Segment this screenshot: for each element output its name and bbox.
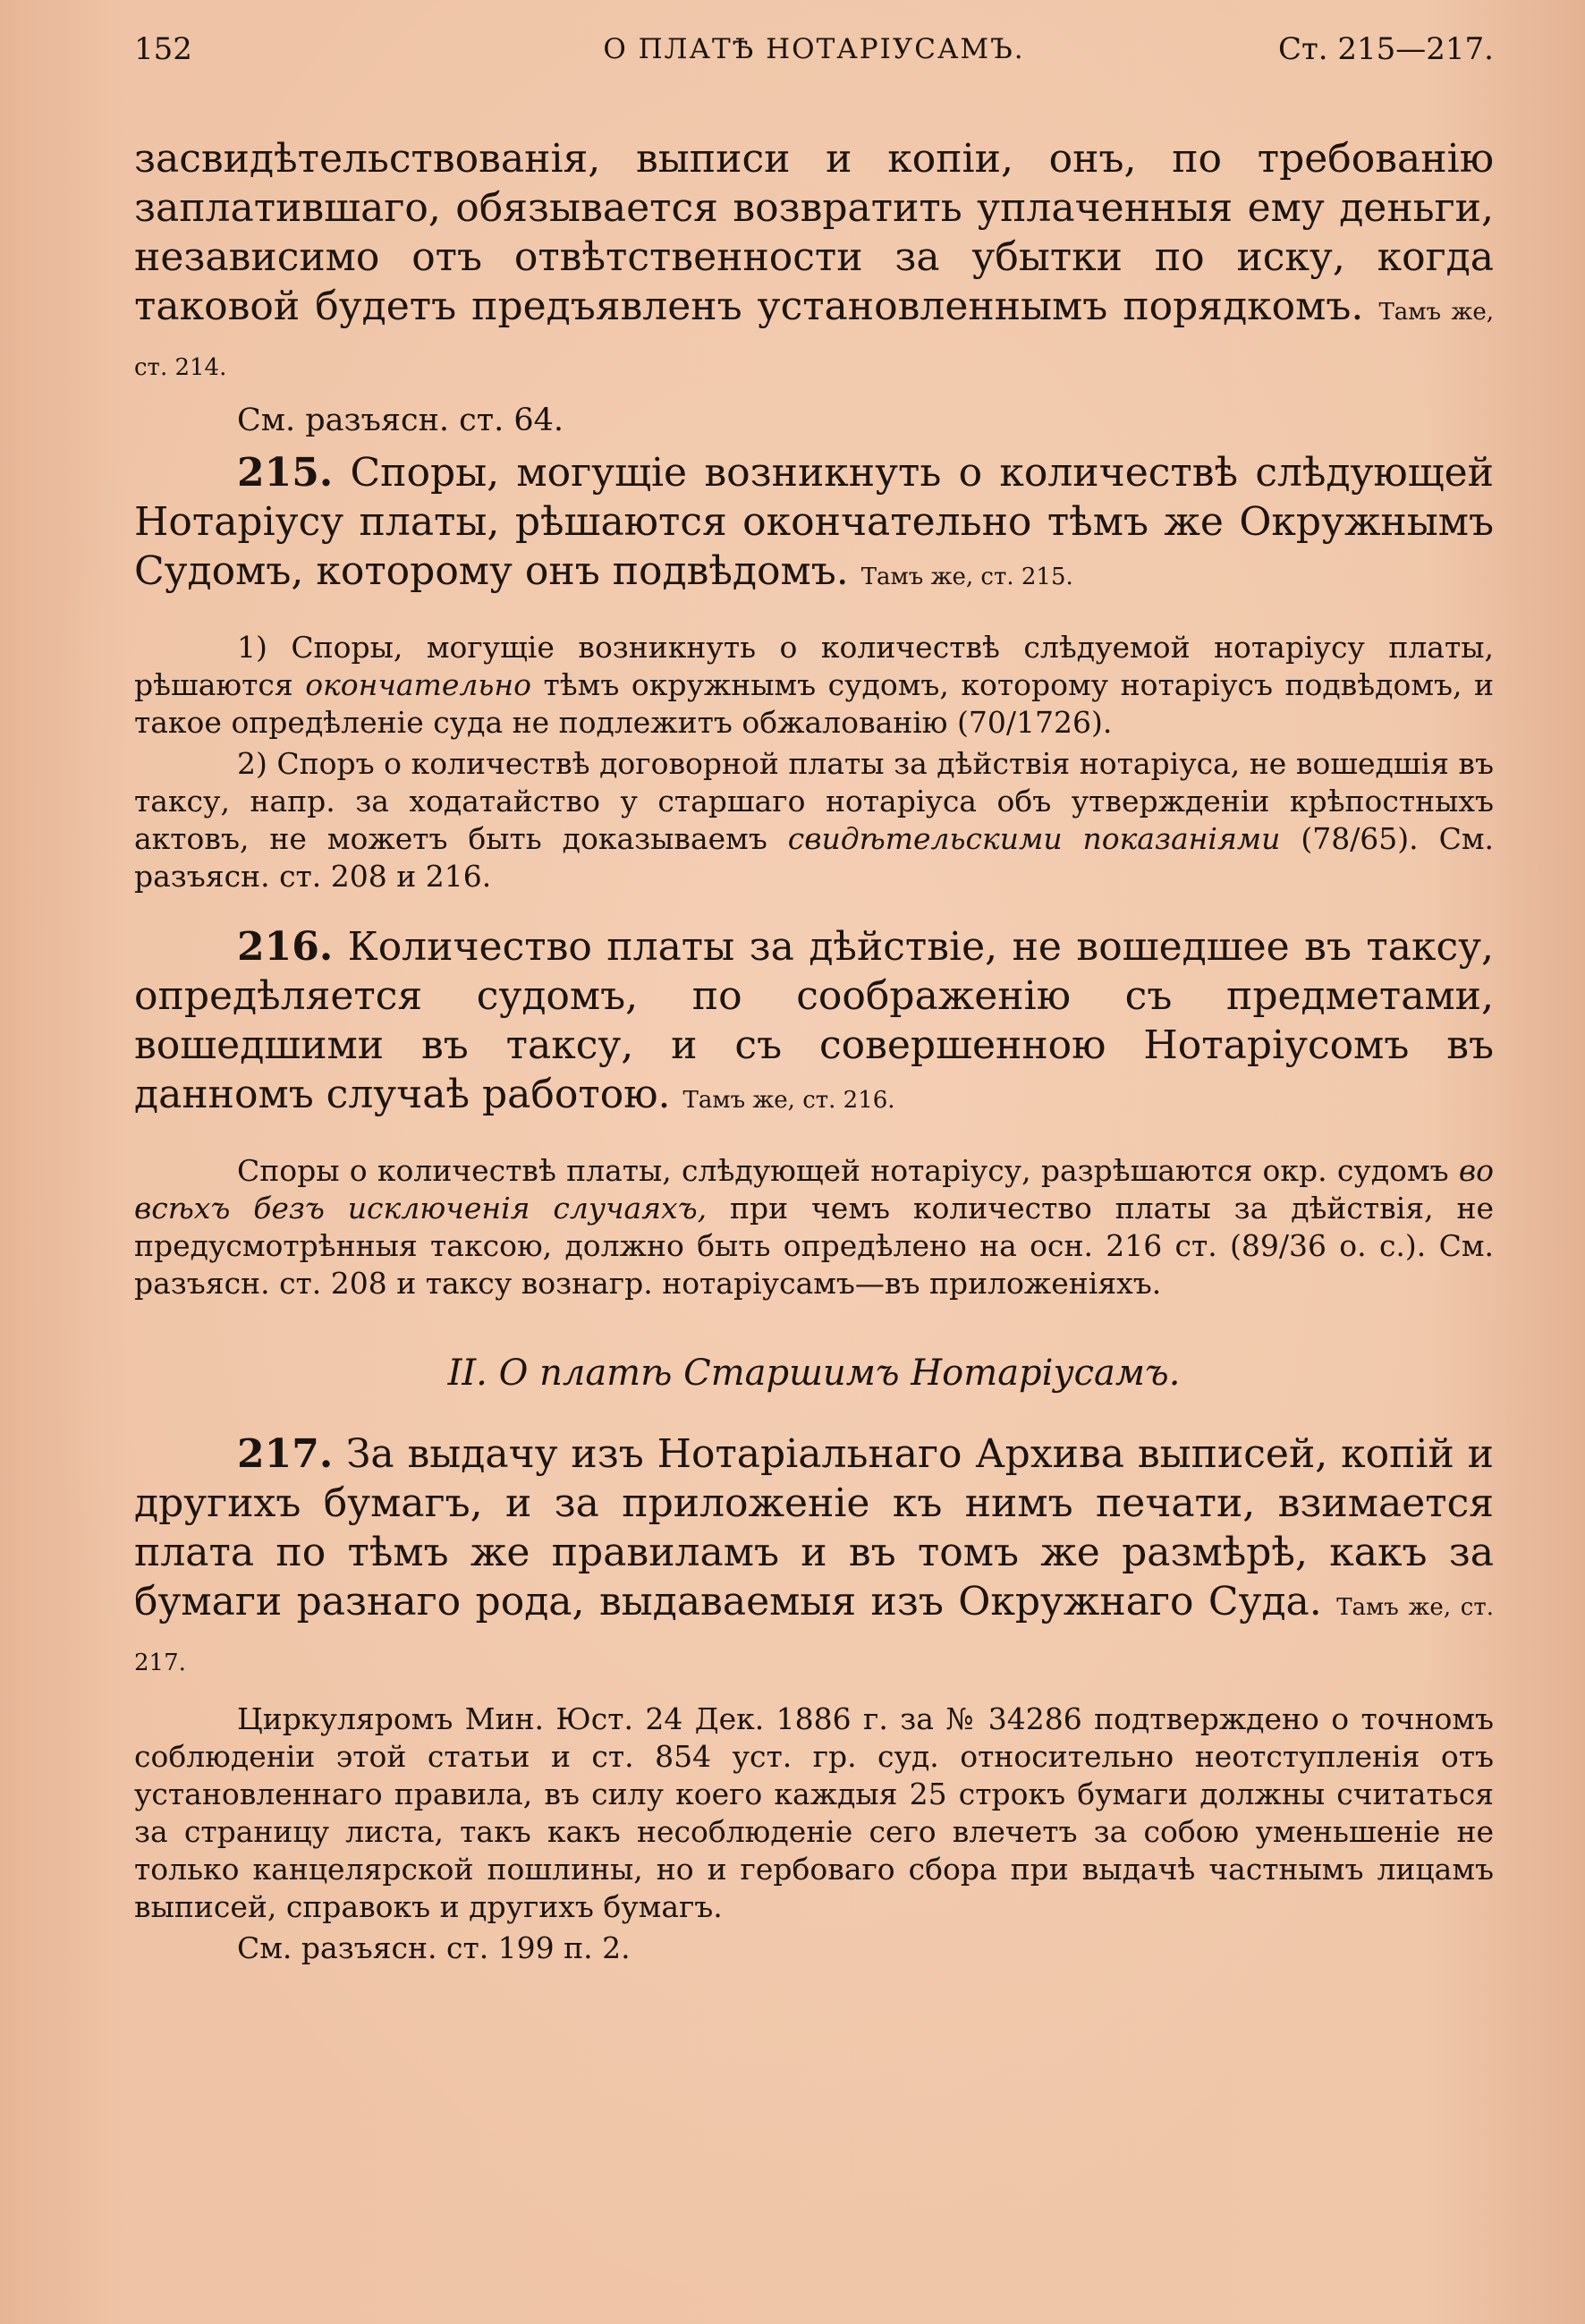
note-text: (78/65). См. разъясн. ст. 208 и 216.: [134, 821, 1494, 894]
page-body: [134, 134, 1494, 1967]
note-1: [134, 629, 1494, 742]
section-heading: II. О платѣ Старшимъ Нотаріусамъ.: [447, 1353, 1181, 1394]
note-emphasis: свидѣтельскими показаніями: [787, 821, 1281, 856]
note-text: при чемъ количество платы за дѣйствія, не предусмотрѣнныя таксою, должно быть опредѣлено на осн. 216 ст. (89/36 о. с.). См. разъясн. ст. 208 и таксу вознагр. нотаріусамъ—въ приложеніяхъ.: [134, 1191, 1494, 1301]
see-reference: См. разъясн. ст. 199 п. 2.: [237, 1930, 631, 1965]
note-4: Циркуляромъ Мин. Юст. 24 Дек. 1886 г. за № 34286 подтверждено о точномъ соблюденіи этой статьи и ст. 854 уст. гр. суд. относительно неотступленія отъ установленнаго правила, въ силу коего каждыя 25 строкъ бумаги должны считаться за страницу листа, такъ какъ несоблюденіе сего влечетъ за собою уменьшеніе не только канцелярской пошлины, но и гербоваго сбора при выдачѣ частнымъ лицамъ выписей, справокъ и другихъ бумагъ.: [134, 1701, 1494, 1924]
note-3: [134, 1152, 1494, 1302]
see-reference: См. разъясн. ст. 64.: [237, 403, 564, 438]
note-emphasis: во всѣхъ безъ исключенія случаяхъ,: [134, 1153, 1494, 1226]
source-reference: Тамъ же, ст. 215.: [860, 564, 1073, 590]
note-text: тѣмъ окружнымъ судомъ, которому нотаріусъ подвѣдомъ, и такое опредѣленіе суда не подлежитъ обжалованію (70/1726).: [134, 667, 1494, 740]
note-text: Споры о количествѣ платы, слѣдующей нотаріусу, разрѣшаются окр. судомъ: [237, 1153, 1449, 1188]
note-text: 1) Споры, могущіе возникнуть о количествѣ слѣдуемой нотаріусу платы, рѣшаются: [134, 630, 1494, 702]
continued-text: засвидѣтельствованія, выписи и копіи, онъ, по требованію заплатившаго, обязывается возвратить уплаченныя ему деньги, независимо отъ отвѣтственности за убытки по иску, когда таковой будетъ предъявленъ установленнымъ порядкомъ.: [134, 136, 1494, 329]
source-reference: Тамъ же, ст. 214.: [134, 299, 1494, 381]
running-title: О ПЛАТѢ НОТАРІУСАМЪ.: [603, 33, 1025, 65]
article-range: Ст. 215—217.: [1277, 31, 1494, 67]
article-text: Количество платы за дѣйствіе, не вошедшее въ таксу, опредѣляется судомъ, по соображенію съ предметами, вошедшими въ таксу, и съ совершенною Нотаріусомъ въ данномъ случаѣ работою.: [134, 924, 1494, 1117]
continued-paragraph: [134, 134, 1494, 393]
article-216: [134, 922, 1494, 1125]
page-number: 152: [134, 31, 192, 67]
source-reference: Тамъ же, ст. 217.: [134, 1594, 1494, 1676]
article-number: 216.: [237, 924, 334, 970]
running-header: [134, 27, 1494, 72]
article-text: Споры, могущіе возникнуть о количествѣ слѣдующей Нотаріусу платы, рѣшаются окончательно тѣмъ же Окружнымъ Судомъ, которому онъ подвѣдомъ.: [134, 450, 1494, 594]
source-reference: Тамъ же, ст. 216.: [682, 1087, 895, 1114]
article-text: За выдачу изъ Нотаріальнаго Архива выписей, копій и другихъ бумагъ, и за приложеніе къ нимъ печати, взимается плата по тѣмъ же правиламъ и въ томъ же размѣрѣ, какъ за бумаги разнаго рода, выдаваемыя изъ Окружнаго Суда.: [134, 1431, 1494, 1624]
article-number: 217.: [237, 1431, 334, 1477]
article-215: [134, 448, 1494, 602]
note-2: [134, 745, 1494, 895]
article-217: [134, 1429, 1494, 1688]
article-number: 215.: [237, 450, 334, 496]
note-emphasis: окончательно: [305, 667, 531, 702]
note-text: 2) Споръ о количествѣ договорной платы за дѣйствія нотаріуса, не вошедшія въ таксу, напр. за ходатайство у старшаго нотаріуса объ утвержденіи крѣпостныхъ актовъ, не можетъ быть доказываемъ: [134, 746, 1494, 856]
